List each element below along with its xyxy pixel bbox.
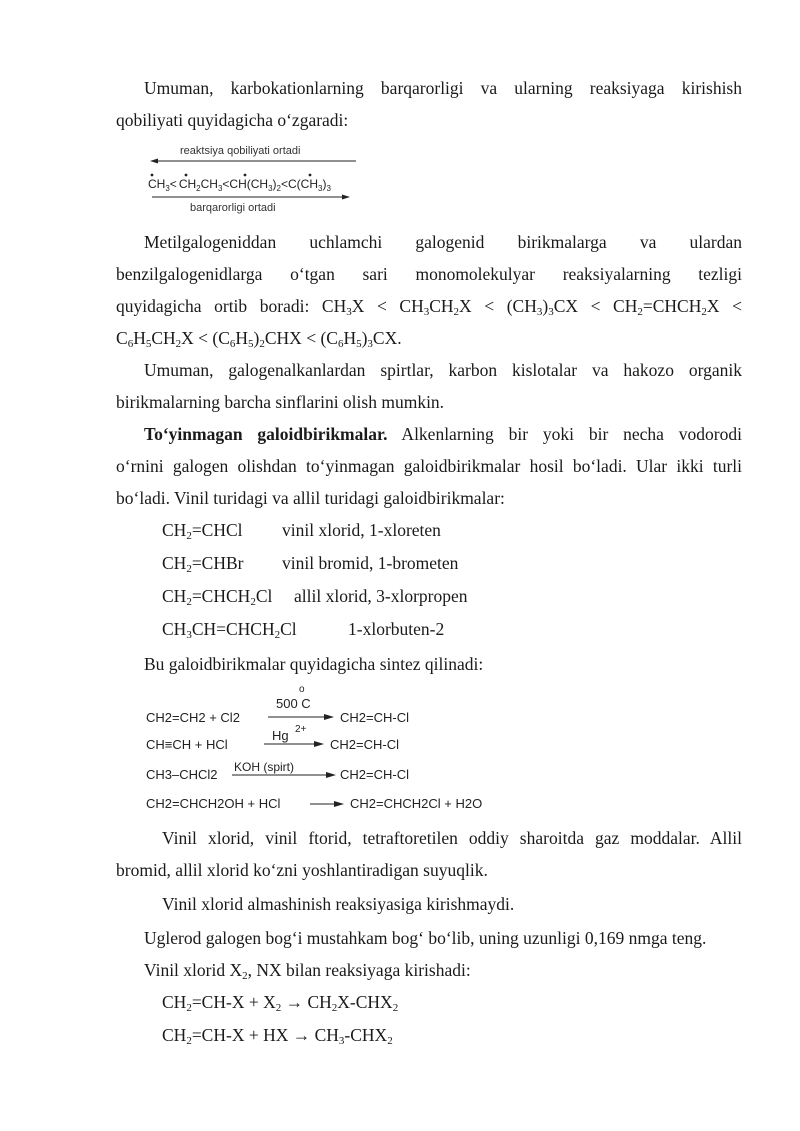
reaction-left: CH≡CH + HCl <box>146 737 228 752</box>
scheme-top-label: reaktsiya qobiliyati ortadi <box>180 145 301 157</box>
paragraph-line: Umuman, karbokationlarning barqarorligi va ularning reaksiyaga kirishish <box>144 78 742 98</box>
paragraph-line: Vinil xlorid $X_2$, NX bilan reaksiyaga kirishadi: <box>144 960 471 982</box>
list-item: $CH_3CH=CHCH_2Cl$ 1-xlorbuten-2 <box>162 619 445 641</box>
paragraph-line: o‘rnini galogen olishdan to‘yinmagan galoidbirikmalar hosil bo‘ladi. Ular ikki turli <box>116 456 742 476</box>
paragraph-line: Uglerod galogen bog‘i mustahkam bog‘ bo‘lib, uning uzunligi 0,169 nmga teng. <box>144 928 707 948</box>
reaction-right: CH2=CHCH2Cl + H2O <box>350 796 483 811</box>
paragraph-line: To‘yinmagan galoidbirikmalar. Alkenlarning bir yoki bir necha vodorodi <box>144 424 742 444</box>
paragraph-line: Umuman, galogenalkanlardan spirtlar, karbon kislotalar va hakozo organik <box>144 360 742 380</box>
paragraph-line: $C_6H_5CH_2X < (C_6H_5)_2CHX < (C_6H_5)_3CX$. <box>116 328 402 350</box>
paragraph-line: bo‘ladi. Vinil turidagi va allil turidagi galoidbirikmalar: <box>116 488 505 508</box>
reaction-left: CH3–CHCl2 <box>146 767 218 782</box>
reaction-condition: 500 C <box>276 696 311 711</box>
list-item: $CH_2=CHCl$ vinil xlorid, 1-xloreten <box>162 520 441 542</box>
svg-text:CH3<CH2CH3<CH(CH3)2<C(CH3)3: $CH_3< CH_2CH_3<CH(CH_3)_2<C(CH_3)_3$ <box>148 177 331 193</box>
paragraph-line: bromid, allil xlorid ko‘zni yoshlantiradigan suyuqlik. <box>116 860 488 880</box>
reaction-right: CH2=CH-Cl <box>330 737 399 752</box>
paragraph-line: Metilgalogeniddan uchlamchi galogenid birikmalarga va ulardan <box>144 232 742 252</box>
paragraph-line: birikmalarning barcha sinflarini olish mumkin. <box>116 392 445 412</box>
reaction-left: CH2=CHCH2OH + HCl <box>146 796 281 811</box>
carbocation-stability-scheme <box>140 142 370 216</box>
reaction-right: CH2=CH-Cl <box>340 710 409 725</box>
reaction-left: CH2=CH2 + Cl2 <box>146 710 240 725</box>
reaction-condition: Hg <box>272 728 289 743</box>
list-item: $CH_2=CHBr$ vinil bromid, 1-brometen <box>162 553 459 575</box>
list-item: $CH_2=CHCH_2Cl$ allil xlorid, 3-xlorpropen <box>162 586 468 608</box>
equation: $CH_2=CH-X + X_2 \to CH_2X-CHX_2$ <box>162 992 399 1014</box>
equation: $CH_2=CH-X$ + HX → $CH_3-CHX_2$ <box>162 1025 393 1047</box>
paragraph-line: Vinil xlorid, vinil ftorid, tetraftoretilen oddiy sharoitda gaz moddalar. Allil <box>162 828 742 848</box>
paragraph-line: benzilgalogenidlarga o‘tgan sari monomolekulyar reaksiyalarning tezligi <box>116 264 742 284</box>
reaction-condition-sup: 2+ <box>295 724 307 735</box>
paragraph-line: quyidagicha ortib boradi: $CH_3X < CH_3CH_2X < (CH_3)_3CX$ < $CH_2=CHCH_2X$ < <box>116 296 742 318</box>
synthesis-reactions <box>140 680 540 818</box>
paragraph-line: Bu galoidbirikmalar quyidagicha sintez qilinadi: <box>144 654 484 674</box>
paragraph-line: qobiliyati quyidagicha o‘zgaradi: <box>116 110 349 130</box>
section-heading: To‘yinmagan galoidbirikmalar. <box>144 424 388 444</box>
reaction-right: CH2=CH-Cl <box>340 767 409 782</box>
reaction-condition-sup: o <box>299 684 305 695</box>
scheme-bottom-label: barqarorligi ortadi <box>190 202 276 214</box>
paragraph-line: Vinil xlorid almashinish reaksiyasiga kirishmaydi. <box>162 894 515 914</box>
reaction-condition: KOH (spirt) <box>234 760 294 774</box>
